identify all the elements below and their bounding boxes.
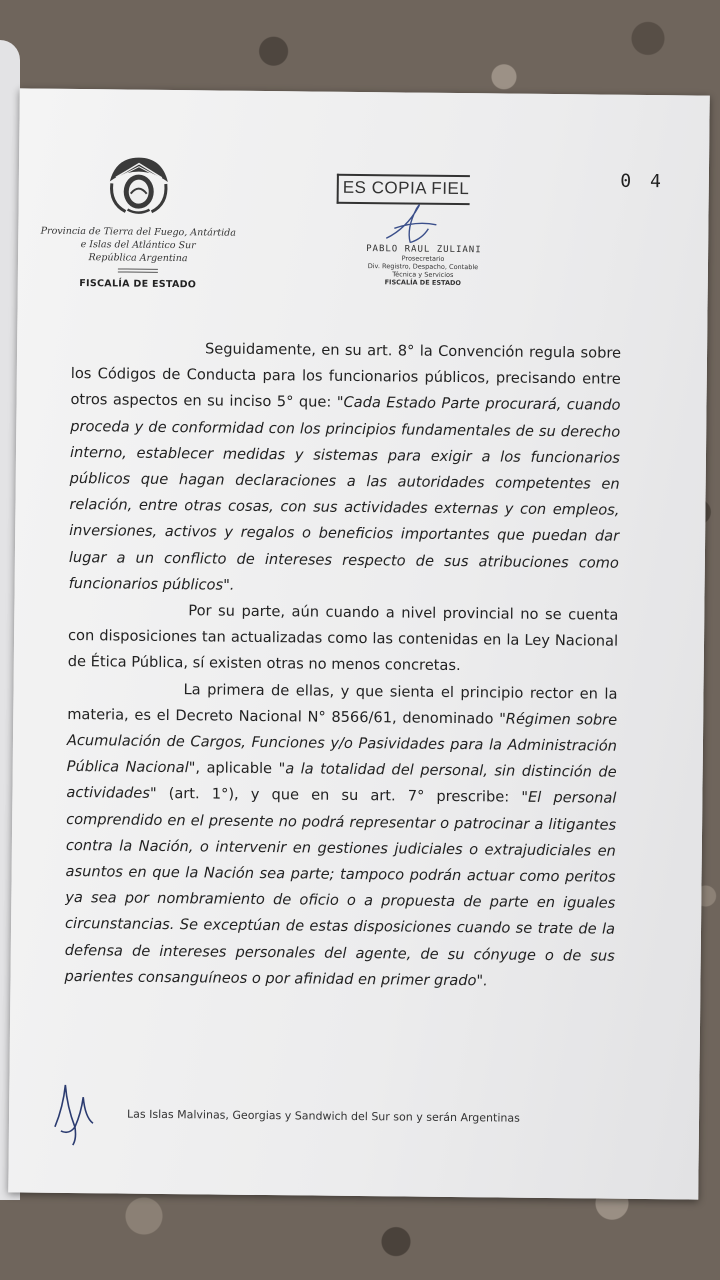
paragraph-convention-quote: "Cada Estado Parte procurará, cuando proceda y de conformidad con los principios fundamentales de su derecho interno, establecer medidas y sistemas para exigir a los funcionarios públicos que hagan declaraciones a las autoridades competentes en relación, entre otras cosas, con sus actividades externas y con empleos, inversiones, activos y regalos o beneficios importantes que puedan dar lugar a un conflicto de intereses respecto de sus atribuciones como funcionarios públicos". [68, 394, 621, 594]
letterhead-country: República Argentina [88, 252, 188, 265]
decree-title: "Régimen sobre Acumulación de Cargos, Funciones y/o Pasividades para la Administración Pública Nacional" [66, 710, 618, 777]
certified-copy-stamp [336, 174, 497, 288]
paragraph-provincial: Por su parte, aún cuando a nivel provincial no se cuenta con disposiciones tan actualizadas como las contenidas en la Ley Nacional de Ética Pública, sí existen otras no menos concretas. [67, 602, 619, 675]
handwritten-initials [49, 1077, 100, 1148]
document-page [8, 88, 710, 1199]
decree-intro: La primera de ellas, y que sienta el principio rector en la materia, es el Decreto Nacional N° 8566/61, denominado [67, 680, 618, 728]
letterhead-office: FISCALÍA DE ESTADO [79, 278, 197, 291]
letterhead [38, 153, 239, 291]
stamp-area: Técnica y Servicios [392, 270, 454, 279]
letterhead-divider [118, 268, 158, 272]
stamp-signatory-name: PABLO RAUL ZULIANI [366, 244, 482, 256]
stamp-division: Div. Registro, Despacho, Contable [367, 262, 479, 272]
page-number: 0 4 [620, 170, 665, 193]
document-body [64, 335, 621, 996]
letterhead-islands: e Islas del Atlántico Sur [80, 239, 196, 252]
letterhead-province: Provincia de Tierra del Fuego, Antártida [40, 225, 236, 239]
decree-scope: "a la totalidad del personal, sin distinción de actividades" [66, 760, 617, 803]
decree-applicable: , aplicable [195, 759, 279, 778]
paragraph-convention-intro: Seguidamente, en su art. 8° la Convención regula sobre los Códigos de Conducta para los funcionarios públicos, precisando entre otros aspectos en su inciso 5° que: [70, 340, 622, 412]
provincial-coat-of-arms-icon [103, 153, 174, 218]
footer-motto: Las Islas Malvinas, Georgias y Sandwich del Sur son y serán Argentinas [126, 1107, 520, 1125]
stamp-role: Prosecretario [401, 254, 445, 263]
decree-quote: "El personal comprendido en el presente no podrá representar o patrocinar a litigantes contra la Nación, o intervenir en gestiones judiciales o extrajudiciales en asuntos en que la Nación sea parte; tampoco podrán actuar como peritos ya sea por nombramiento de oficio o a propuesta de parte en iguales circunstancias. Se exceptúan de estas disposiciones cuando se trate de la defensa de intereses personales del agente, de su cónyuge o de sus parientes consanguíneos o por afinidad en primer grado". [64, 789, 617, 990]
paragraph-convention [68, 335, 621, 603]
handwritten-signature [376, 198, 447, 249]
paragraph-decree [64, 676, 617, 996]
stamp-title: ES COPIA FIEL [337, 174, 470, 205]
stamp-office: FISCALÍA DE ESTADO [384, 278, 461, 288]
decree-article: (art. 1°), y que en su art. 7° prescribe: [156, 785, 522, 807]
